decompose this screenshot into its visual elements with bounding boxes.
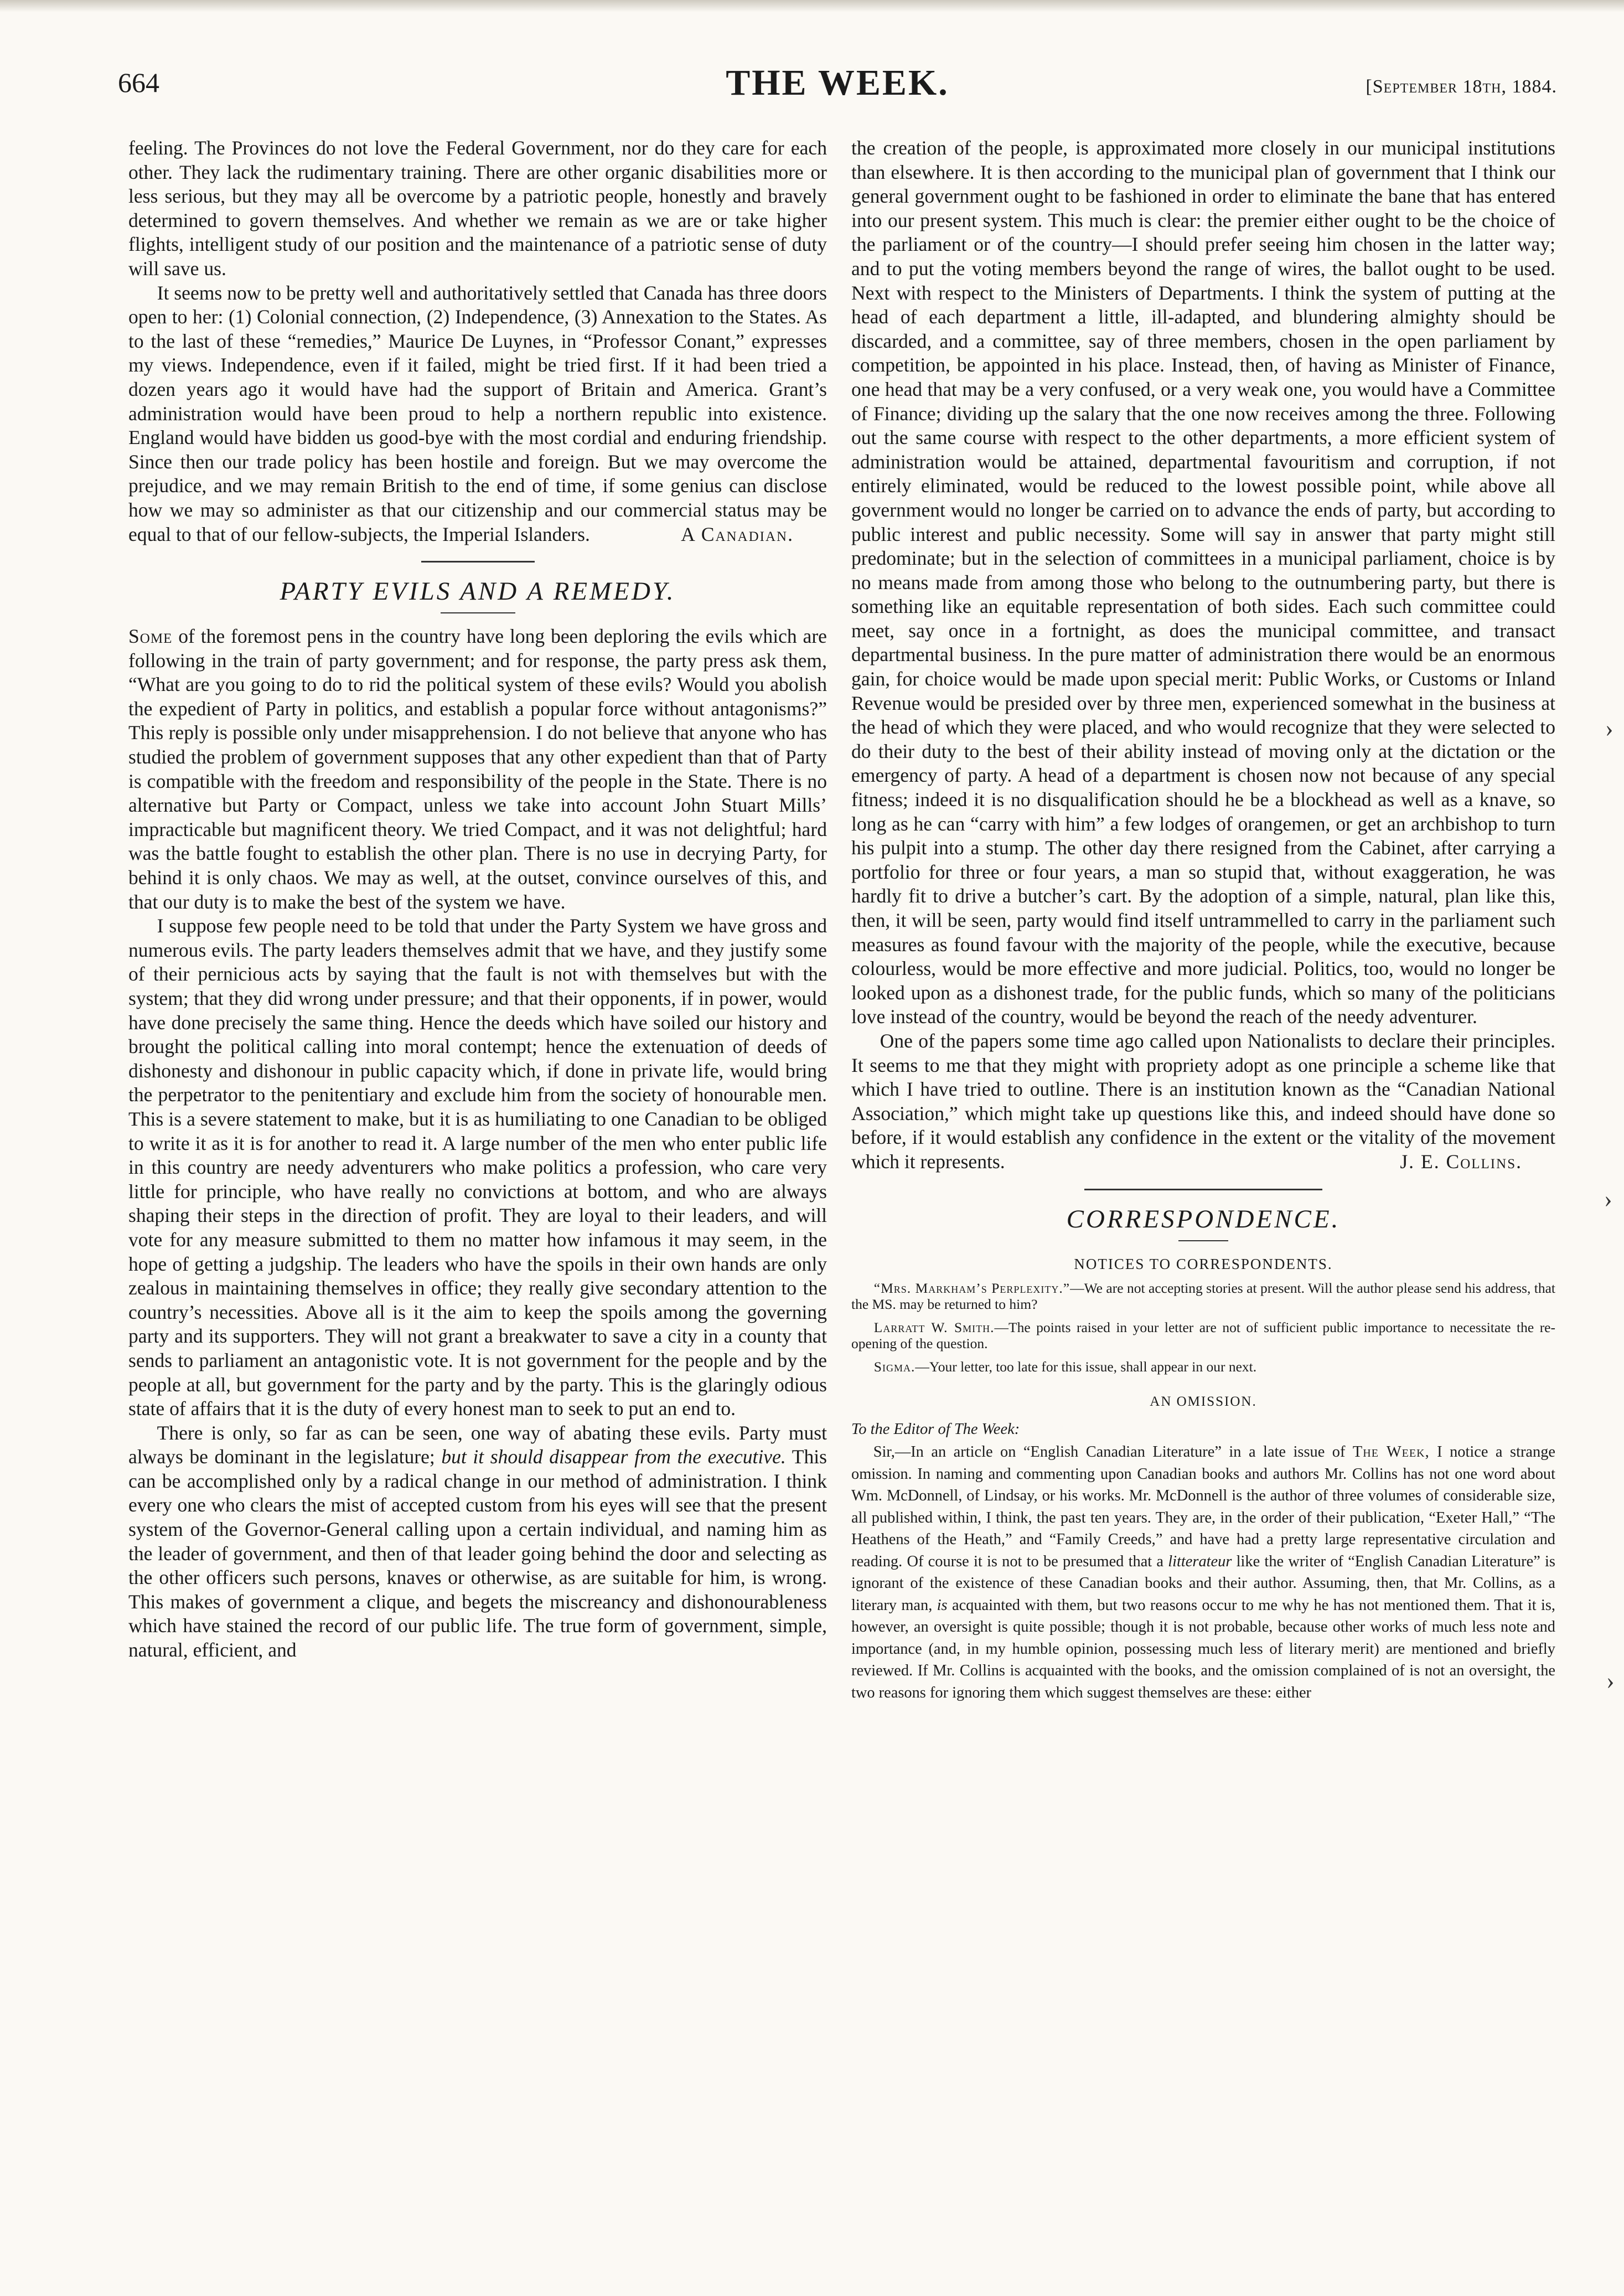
letter-paragraph [851, 1441, 1555, 1704]
notice-text: —Your letter, too late for this issue, shall appear in our next. [915, 1359, 1257, 1375]
paragraph-text: This can be accomplished only by a radical change in our method of administration. I think every one who clears the mist of accepted custom from his eyes will see that the present system of the Governor-General calling upon a certain individual, and naming him as the leader of government, and then of that leader going behind the door and selecting as the other officers such persons, knaves or otherwise, as are suitable for him, is wrong. This makes of government a clique, and begets the miscreancy and dishonourableness which have stained the record of our public life. The true form of government, simple, natural, efficient, and [128, 1446, 827, 1662]
letter-text: like the writer of “English Canadian Literature” is ignorant of the existence of these Canadian books and their author. Assuming, then, that Mr. Collins, as a literary man, [851, 1552, 1555, 1614]
divider [1084, 1189, 1322, 1190]
notice-item [851, 1281, 1555, 1312]
emphasis: litterateur [1168, 1552, 1232, 1570]
letter-text: I notice a strange omission. In naming and commenting upon Canadian books and authors Mr. Collins has not one word about Wm. McDonnell, of Lindsay, or his works. Mr. McDonnell is the author of three volumes of considerable size, all published within, I think, the past ten years. They are, in the order of their publication, “Exeter Hall,” “The Heathens of the Heath,” and “Family Creeds,” and have had a pretty large representative circulation and reading. Of course it is not to be presumed that a [851, 1443, 1555, 1570]
divider [421, 561, 535, 563]
margin-mark: › [1606, 1667, 1615, 1694]
paragraph-text: It seems now to be pretty well and authoritatively settled that Canada has three doors open to her: (1) Colonial connection, (2) Independence, (3) Annexation to the States. As to the last of these “remedies,” Maurice De Luynes, in “Professor Conant,” expresses my views. Independence, even if it failed, might be tried first. If it had been tried a dozen years ago it would have had the support of Britain and America. Grant’s administration would have been proud to help a northern republic into existence. England would have bidden us good-bye with the most cordial and enduring friendship. Since then our trade policy has been hostile and foreign. But we may overcome the prejudice, and we may remain British to the end of time, if some genius can disclose how we may so administer as that our citizenship and our commercial status may be equal to that of our fellow-subjects, the Imperial Islanders. [128, 281, 827, 545]
notice-name: Sigma. [873, 1359, 916, 1375]
paragraph-text: of the foremost pens in the country have long been deploring the evils which are following in the train of party government; and for response, the party press ask them, “What are you going to do to rid the political system of these evils? Would you abolish the expedient of Party in politics, and establish a popular force without antagonisms?” This reply is possible only under misapprehension. I do not believe that anyone who has studied the problem of government supposes that any other expedient than that of Party is compatible with the freedom and responsibility of the people in the State. There is no alternative but Party or Compact, unless we take into account John Stuart Mills’ impracticable but magnificent theory. We tried Compact, and it was not delightful; hard was the battle fought to establish the other plan. There is no use in decrying Party, for behind it is only chaos. We may as well, at the outset, convince ourselves of this, and that our duty is to make the best of the system we have. [128, 625, 827, 913]
article-title: PARTY EVILS AND A REMEDY. [280, 577, 676, 606]
paragraph: the creation of the people, is approximated more closely in our municipal institutions than elsewhere. It is then according to the municipal plan of government that I think our general government ought to be fashioned in order to eliminate the bane that has entered into our present system. This much is clear: the premier either ought to be the choice of the parliament or of the country—I should prefer seeing him chosen in the latter way; and to put the voting members beyond the range of wires, the ballot ought to be used. Next with respect to the Ministers of Departments. I think the system of putting at the head of each department a little, ill-adapted, and blundering almighty should be discarded, and a committee, say of three members, chosen in the open parliament by competition, be appointed in his place. Instead, then, of having as Minister of Finance, one head that may be a very confused, or a very weak one, you would have a Committee of Finance; dividing up the salary that the one now receives among the three. Following out the same course with respect to the other departments, a more efficient system of administration would be attained, departmental favouritism and corruption, if not entirely eliminated, would be reduced to the lowest possible point, while above all government would no longer be carried on to advance the ends of party, but according to public interest and public necessity. Some will say in answer that party might still predominate; but in the selection of committees in a municipal parliament, choice is by no means made from among those who belong to the outnumbering party, but there is something like an equitable representation of both sides. Each such committee could meet, say once in a fortnight, as does the municipal committee, and transact departmental business. In the pure matter of administration there would be an enormous gain, for choice would be made upon special merit: Public Works, or Customs or Inland Revenue would be presided over by three men, experienced somewhat in the business at the head of which they were placed, and who would recognize that they were selected to do their duty to the best of their ability instead of moving only at the dictation or the emergency of party. A head of a department is chosen now not because of any special fitness; indeed it is no disqualification should he be a blockhead as well as a knave, so long as he can “carry with him” a few lodges of orangemen, or get an archbishop to turn his pulpit into a stump. The other day there resigned from the Cabinet, after carrying a portfolio for three or four years, a man so stupid that, without exaggeration, he was hardly fit to drive a butcher’s cart. By the adoption of a simple, natural, plan like this, then, it will be seen, party would find itself untrammelled to carry in the parliament such measures as found favour with the majority of the people, while the executive, because colourless, would be more effective and more judicial. Politics, too, would no longer be looked upon as a dishonest trade, for the public funds, which so many of the politicians love instead of the country, would be beyond the reach of the needy adventurer. [851, 137, 1555, 1028]
right-column [851, 136, 1555, 1704]
title-underline [441, 612, 515, 613]
scan-edge [0, 0, 1624, 12]
lead-word: Some [128, 625, 173, 648]
paragraph [128, 625, 827, 914]
margin-mark: › [1604, 1185, 1612, 1213]
paragraph [128, 1421, 827, 1663]
notice-text: —The points raised in your letter are not of sufficient public importance to necessitate the re-opening of the question. [851, 1319, 1555, 1351]
paragraph: feeling. The Provinces do not love the Federal Government, nor do they care for each other. They lack the rudimentary training. There are other organic disabilities more or less serious, but they may all be overcome by a patriotic people, honestly and bravely determined to govern themselves. And whether we remain as we are or take higher flights, intelligent study of our position and the maintenance of a patriotic sense of duty will save us. [128, 137, 827, 280]
notices-heading: NOTICES TO CORRESPONDENTS. [1074, 1255, 1333, 1272]
notice-item [851, 1359, 1555, 1375]
page-header [118, 63, 1557, 111]
paragraph-text: There is only, so far as can be seen, one way of abating these evils. Party must always be dominant in the legislature; [128, 1421, 827, 1468]
dateline: [September 18th, 1884. [1366, 76, 1557, 97]
notice-item [851, 1320, 1555, 1351]
paragraph-text: One of the papers some time ago called upon Nationalists to declare their principles. It seems to me that they might with propriety adopt as one principle a scheme like that which I have tried to outline. There is an institution known as the “Canadian National Association,” which might take up questions like this, and indeed should have done so before, if it would establish any confidence in the extent or the vitality of the movement which it represents. [851, 1029, 1555, 1173]
publication-name: The Week, [1352, 1443, 1430, 1461]
emphasis: but it should disappear from the executive. [441, 1446, 786, 1468]
signature: A Canadian. [681, 523, 794, 545]
notices-list [851, 1281, 1555, 1375]
section-title: CORRESPONDENCE. [1066, 1204, 1341, 1234]
margin-mark: › [1605, 715, 1613, 742]
title-underline [1178, 1240, 1228, 1241]
paragraph: I suppose few people need to be told that under the Party System we have gross and numerous evils. The party leaders themselves admit that we have, and they justify some of their pernicious acts by saying that the fault is not with themselves but with the system; that they did wrong under pressure; and that their opponents, if in power, would have done precisely the same thing. Hence the deeds which have soiled our history and brought the political calling into moral contempt; hence the extenuation of deeds of dishonesty and dishonour in public capacity which, if done in private life, would bring the perpetrator to the penitentiary and exclude him from the society of honourable men. This is a severe statement to make, but it is as humiliating to one Canadian to be obliged to write it as it is for another to read it. A large number of the men who enter public life in this country are needy adventurers who make politics a profession, who care very little for principle, who have really no convictions at bottom, and who are always shaping their steps in the direction of profit. They are loyal to their leaders, and will vote for any measure submitted to them no matter how infamous it may seem, in the hope of getting a judgship. The leaders who have the spoils in their own hands are only zealous in maintaining themselves in office; they really give secondary attention to the country’s necessities. Above all is it the aim to keep the spoils among the governing party and its supporters. They will not grant a breakwater to save a city in a county that sends to parliament an antagonistic vote. It is not government for the people and by the people at all, but government for the party and by the party. This is the glaringly odious state of affairs that it is the duty of every honest man to seek to put an end to. [128, 915, 827, 1420]
notice-name: “Mrs. Markham’s Perplexity.” [873, 1280, 1070, 1297]
signature: J. E. Collins. [1400, 1150, 1522, 1173]
letter-heading: AN OMISSION. [1150, 1394, 1257, 1409]
letter-text: Sir,—In an article on “English Canadian Literature” in a late issue of [873, 1443, 1346, 1461]
paragraph [851, 1029, 1555, 1174]
emphasis: is [937, 1596, 948, 1614]
salutation: To the Editor of The Week: [851, 1421, 1020, 1438]
notice-name: Larratt W. Smith. [873, 1319, 995, 1336]
masthead: THE WEEK. [726, 63, 949, 103]
page-number: 664 [118, 67, 159, 98]
notice-text: —We are not accepting stories at present. Will the author please send his address, that the MS. may be returned to him? [851, 1280, 1555, 1312]
letter-text: acquainted with them, but two reasons occur to me why he has not mentioned them. That it is, however, an oversight is quite possible; though it is not probable, because other works of much less note and importance (and, in my humble opinion, possessing much less of literary merit) are mentioned and briefly reviewed. If Mr. Collins is acquainted with the books, and the omission complained of is not an oversight, the two reasons for ignoring them which suggest themselves are these: either [851, 1596, 1555, 1701]
left-column [128, 136, 827, 1663]
letter [851, 1441, 1555, 1704]
paragraph [128, 281, 827, 547]
